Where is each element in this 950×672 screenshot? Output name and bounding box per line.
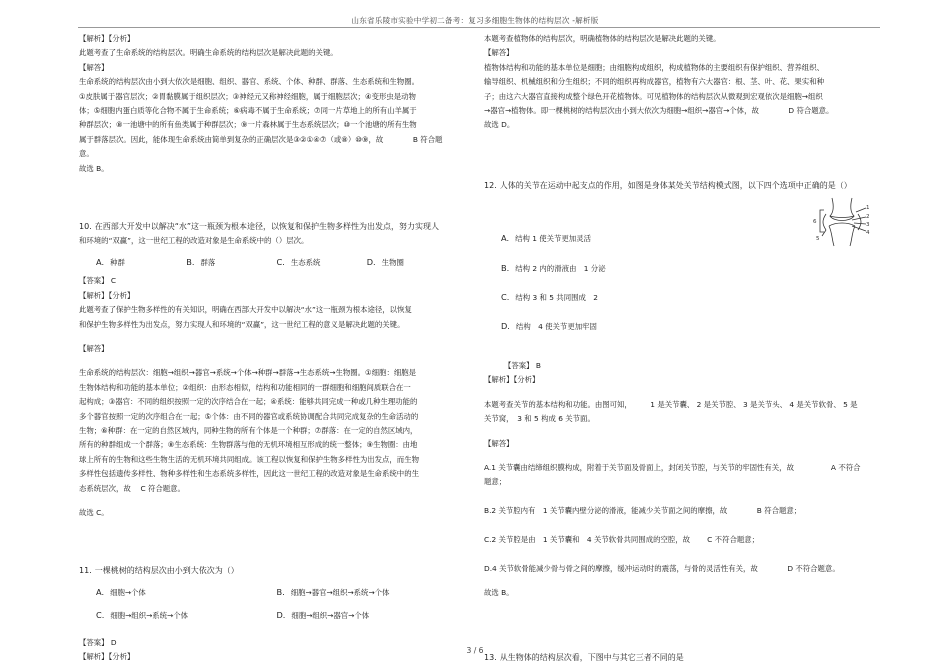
answer: 【答案】 C (79, 276, 117, 286)
stem-text: 一棵桃树的结构层次由小到大依次为（） (94, 566, 239, 576)
text-line: 植物体结构和功能的基本单位是细胞；由细胞构成组织，构成植物体的主要组织有保护组织、营养组织、 (484, 62, 824, 72)
option-a[interactable] (96, 585, 277, 600)
text-line: 属于群落层次。因此，能体现生命系统由简单到复杂的正确层次是③②①④⑦（或⑧）⑩⑨，故 B 符合题 (79, 134, 443, 144)
text-line: 此题考查了生命系统的结构层次。明确生命系统的结构层次是解决此题的关键。 (79, 48, 338, 58)
option-d[interactable] (277, 608, 458, 623)
option-letter: B. (186, 256, 195, 267)
question-number: 12. (484, 180, 497, 190)
option-letter: D. (366, 256, 376, 267)
leader-3 (854, 223, 866, 224)
option-text: 结构 1 使关节更加灵活 (515, 234, 591, 244)
text-line: 所有的种群组成一个群落；⑧生态系统：生物群落与他的无机环境相互形成的统一整体；⑨生物圈：由地 (79, 440, 418, 450)
leader-1 (856, 208, 866, 212)
option-text: 细胞→个体 (110, 587, 146, 597)
option-letter: C. (276, 256, 285, 267)
text-line: 【解答】 (79, 62, 109, 72)
option-d[interactable] (501, 319, 874, 334)
text-line: 关节窝， 3 和 5 构成 6 关节面。 (484, 414, 595, 424)
text-line: 【解析】【分析】 (79, 34, 135, 43)
text-line: 起构成；③器官：不同的组织按照一定的次序结合在一起；④系统：能够共同完成一种或几种生理功能的 (79, 397, 418, 407)
answer: 【答案】 B (504, 360, 541, 370)
label-6: 6 (813, 219, 817, 225)
text-line: 生命系统的结构层次：细胞→组织→器官→系统→个体→种群→群落→生态系统→生物圈。①细胞：细胞是 (79, 368, 417, 378)
option-letter: D. (501, 321, 510, 332)
text-line: 输导组织、机械组织和分生组织；不同的组织再构成器官，植物有六大器官：根、茎、叶、花、果实和种 (484, 77, 824, 87)
option-text: 生物圈 (381, 257, 404, 267)
option-text: 细胞→组织→器官→个体 (291, 611, 370, 621)
text-line (484, 547, 874, 561)
question-stem (484, 179, 874, 193)
text-line: D.4 关节软骨能减少骨与骨之间的摩擦，缓冲运动时的震荡，与骨的灵活性有关，故 D 不符合题意。 (484, 563, 840, 573)
text-line: 故选 D。 (484, 120, 515, 130)
leader-5 (822, 230, 826, 236)
text-line: ①皮肤属于器官层次；②胃黏膜属于组织层次；③神经元又称神经细胞，属于细胞层次；④变形虫是动物 (79, 91, 416, 101)
text-line: 本题考查植物体的结构层次，明确植物体的结构层次是解决此题的关键。 (484, 34, 721, 43)
text-line (484, 519, 874, 533)
stem-text: 在西部大开发中以解决“水”这一瓶颈为根本途径，以恢复和保护生物多样性为出发点，努力实现人 (94, 222, 440, 232)
left-column (79, 32, 457, 664)
solve-label: 【解答】 (484, 438, 514, 448)
option-letter: A. (96, 586, 105, 597)
text-line: 生物体结构和功能的基本单位；②组织：由形态相似，结构和功能相同的一群细胞和细胞间质联合在一 (79, 382, 411, 392)
text-line: 意。 (79, 149, 94, 159)
text-line: 题意； (484, 477, 507, 487)
question-number: 13. (484, 652, 497, 662)
leader-2 (852, 217, 866, 220)
label-1: 1 (866, 205, 870, 211)
text-line: 种群层次；⑧一池塘中的所有鱼类属于种群层次；⑨一片森林属于生态系统层次；⑩一个池塘的所有生物 (79, 120, 417, 130)
option-letter: B. (276, 586, 285, 597)
question-number: 11. (79, 566, 92, 576)
stem-text: 从生物体的结构层次看，下图中与其它三者不同的是 (499, 652, 684, 662)
q11-analysis (484, 32, 874, 133)
option-b[interactable] (186, 255, 276, 270)
upper-bone (830, 198, 854, 218)
question-number: 10. (79, 222, 92, 232)
option-text: 细胞→组织→系统→个体 (110, 611, 189, 621)
option-a[interactable] (96, 255, 186, 270)
label-5: 5 (816, 236, 820, 242)
option-text: 结构 3 和 5 共同围成 2 (515, 293, 598, 303)
label-3: 3 (866, 222, 870, 228)
question-stem (79, 220, 457, 234)
final-answer: 故选 B。 (484, 588, 514, 598)
text-line: 【解析】【分析】 (79, 652, 135, 661)
text-line: A.1 关节囊由结缔组织膜构成，附着于关节面及骨面上，封闭关节腔，与关节的牢固性有关，故 A 不符合 (484, 462, 861, 472)
options (96, 585, 457, 632)
text-line: 【解析】【分析】 (79, 290, 135, 300)
header-rule (78, 27, 880, 28)
text-line: 多个器官按照一定的次序组合在一起；⑤个体：由不同的器官或系统协调配合共同完成复杂的生命活动的 (79, 411, 419, 421)
text-line (484, 490, 874, 504)
stem-text: 人体的关节在运动中起支点的作用，如图是身体某处关节结构模式图，以下四个选项中正确的是（） (499, 180, 852, 190)
joint-socket (829, 223, 855, 226)
page-number: 3 / 6 (466, 646, 484, 655)
option-text: 细胞→器官→组织→系统→个体 (290, 587, 390, 597)
option-d[interactable] (367, 255, 457, 270)
text-line: 本题考查关节的基本结构和功能。由图可知， 1 是关节囊、 2 是关节腔、 3 是关节头、 4 是关节软骨、 5 是 (484, 399, 858, 409)
text-line: 此题考查了保护生物多样性的有关知识，明确在西部大开发中以解决“水”这一瓶颈为根本途径，以恢复 (79, 305, 412, 315)
text-line: 生物；⑥种群：在一定的自然区域内，同种生物的所有个体是一个种群；⑦群落：在一定的自然区域内， (79, 425, 418, 435)
text-line: 球上所有的生物和这些生物生活的无机环境共同组成。该工程以恢复和保护生物多样性为出发点，而生物 (79, 454, 419, 464)
text-line: 和保护生物多样性为出发点，努力实现人和环境的“双赢”，这一世纪工程的意义是解决此题的关键。 (79, 319, 405, 329)
option-letter: A. (501, 233, 510, 244)
lower-bone (829, 226, 855, 246)
option-text: 结构 2 内的滑液由 1 分泌 (515, 263, 606, 273)
final-answer: 故选 C。 (79, 507, 109, 517)
option-b[interactable] (277, 585, 458, 600)
option-c[interactable] (96, 608, 277, 623)
text-line: →器官→植物体。即一棵桃树的结构层次由小到大依次为细胞→组织→器官→个体，故 D 符合题意。 (484, 106, 834, 116)
text-line: 态系统层次，故 C 符合题意。 (79, 483, 185, 493)
answer: 【答案】 D (79, 637, 117, 647)
options (96, 255, 457, 270)
option-letter: A. (96, 256, 105, 267)
question-10 (79, 220, 457, 520)
option-letter: D. (276, 610, 286, 621)
option-text: 群落 (200, 257, 216, 267)
right-column (484, 32, 874, 665)
option-letter: C. (501, 292, 510, 303)
text-line: 多样性包括遗传多样性、物种多样性和生态系统多样性，因此这一世纪工程的改造对象是生命系统中的生 (79, 469, 419, 479)
option-text: 结构 4 使关节更加牢固 (515, 322, 597, 332)
option-c[interactable] (277, 255, 367, 270)
page-header: 山东省乐陵市实验中学初二备考：复习多细胞生物体的结构层次 -解析版 (351, 16, 599, 25)
text-line: 【解答】 (484, 48, 514, 58)
option-letter: B. (501, 262, 510, 273)
text-line: 子；由这六大器官直接构成整个绿色开花植物体。可见植物体的结构层次从微观到宏观依次是细胞→组织 (484, 91, 823, 101)
joint-structure-figure (812, 196, 870, 248)
option-b[interactable] (501, 261, 874, 276)
text-line: B.2 关节腔内有 1 关节囊内壁分泌的滑液，能减少关节面之间的摩擦，故 B 符合题意； (484, 506, 802, 516)
text-line: 【解析】【分析】 (484, 375, 540, 385)
text-line: 生命系统的结构层次由小到大依次是细胞、组织、器官、系统、个体、种群、群落、生态系统和生物圈。 (79, 77, 419, 87)
option-letter: C. (96, 610, 105, 621)
solve-label: 【解答】 (79, 343, 109, 353)
label-4: 4 (866, 230, 870, 236)
q9-analysis (79, 32, 457, 176)
option-text: 生态系统 (290, 257, 321, 267)
text-line: 故选 B。 (79, 163, 109, 173)
text-line: C.2 关节腔是由 1 关节囊和 4 关节软骨共同围成的空腔，故 C 不符合题意； (484, 534, 760, 544)
label-2: 2 (866, 214, 870, 220)
question-stem (79, 564, 457, 578)
option-c[interactable] (501, 290, 874, 305)
stem-text: 和环境的“双赢”，这一世纪工程的改造对象是生命系统中的（）层次。 (79, 236, 309, 246)
text-line: 体；⑤细胞内蛋白质等化合物不属于生命系统；⑥病毒不属于生命系统；⑦同一片草地上的所有山羊属于 (79, 106, 417, 116)
option-text: 种群 (110, 257, 125, 267)
